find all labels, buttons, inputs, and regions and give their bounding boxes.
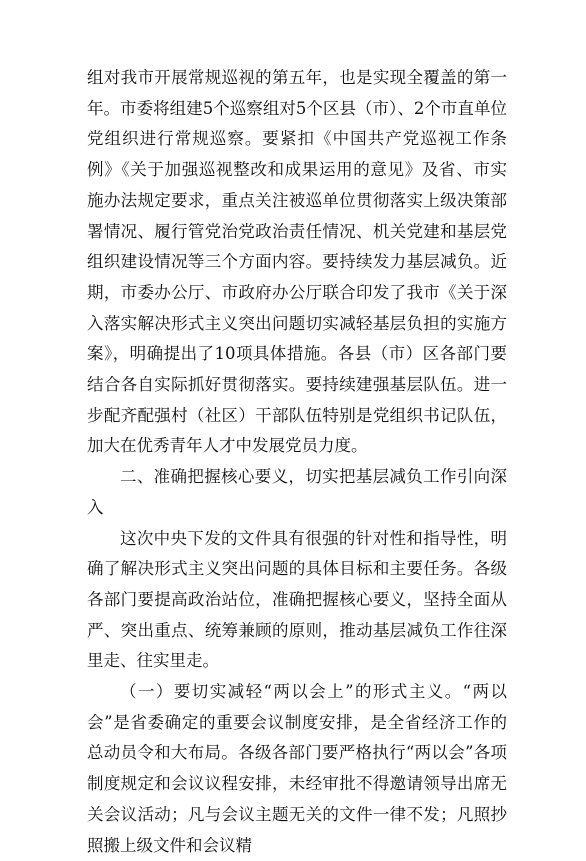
paragraph-3: （一）要切实减轻“两以会上”的形式主义。“两以会”是省委确定的重要会议制度安排，是全省经济工作的总动员令和大布局。各级各部门要严格执行“两以会”各项制度规定和会议议程安排，未经审批不得邀请领导出席无关会议活动；凡与会议主题无关的文件一律不发；凡照抄照搬上级文件和会议精 — [87, 682, 507, 855]
document-body — [87, 63, 507, 861]
paragraph-2: 这次中央下发的文件具有很强的针对性和指导性，明确了解决形式主义突出问题的具体目标和主要任务。各级各部门要提高政治站位，准确把握核心要义，坚持全面从严、突出重点、统筹兼顾的原则，推动基层减负工作往深里走、往实里走。 — [87, 528, 507, 671]
paragraph-1: 组对我市开展常规巡视的第五年，也是实现全覆盖的第一年。市委将组建5个巡察组对5个区县（市）、2个市直单位党组织进行常规巡察。要紧扣《中国共产党巡视工作条例》《关于加强巡视整改和成果运用的意见》及省、市实施办法规定要求，重点关注被巡单位贯彻落实上级决策部署情况、履行管党治党政治责任情况、机关党建和基层党组织建设情况等三个方面内容。要持续发力基层减负。近期，市委办公厅、市政府办公厅联合印发了我市《关于深入落实解决形式主义突出问题切实减轻基层负担的实施方案》，明确提出了10项具体措施。各县（市）区各部门要结合各自实际抓好贯彻落实。要持续建强基层队伍。进一步配齐配强村（社区）干部队伍特别是党组织书记队伍，加大在优秀青年人才中发展党员力度。 — [87, 68, 507, 456]
section-heading-2: 二、准确把握核心要义，切实把基层减负工作引向深入 — [87, 467, 507, 517]
